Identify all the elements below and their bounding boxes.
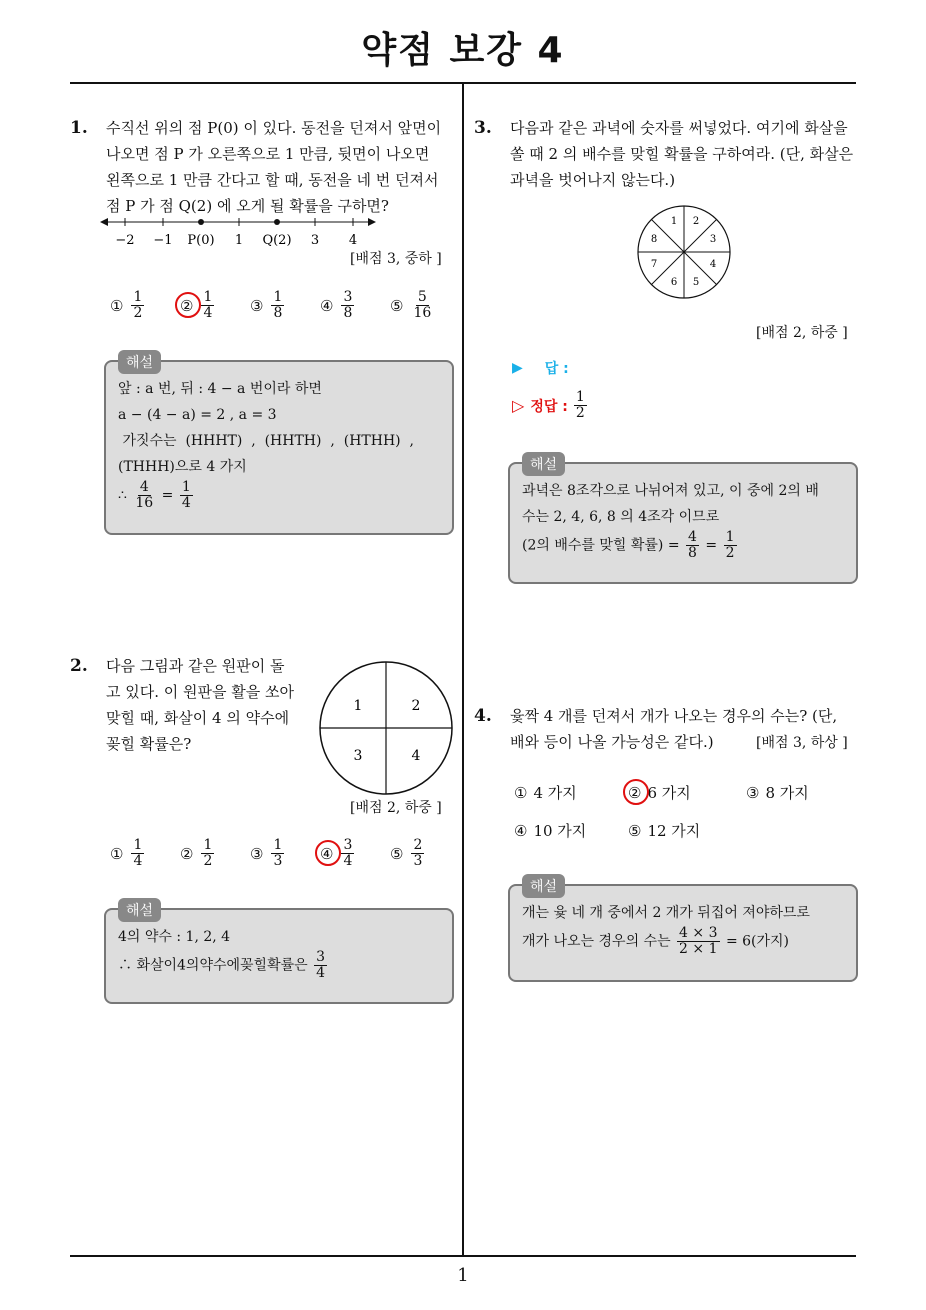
q1-text: [106, 115, 456, 219]
correct-label: 정답 :: [530, 398, 568, 415]
expl-line: 4의 약수 : 1, 2, 4: [118, 929, 231, 945]
choice-mark: ④: [320, 844, 334, 863]
expl-line: (THHH)으로 4 가지: [118, 459, 247, 475]
frac-num: 4 × 3: [679, 925, 718, 941]
q2-choice-1[interactable]: [110, 838, 146, 869]
selected-answer-mark: [315, 840, 341, 866]
therefore-sign: ∴: [118, 487, 127, 504]
choice-text: 12 가지: [647, 822, 701, 840]
choice-text: 10 가지: [533, 822, 587, 840]
q2-choice-2[interactable]: [180, 838, 216, 869]
frac-den: 2 × 1: [679, 941, 718, 957]
q1-number: 1.: [70, 118, 88, 138]
q2-number: 2.: [70, 656, 88, 676]
frac-den: 4: [203, 305, 213, 321]
choice-mark: ⑤: [628, 821, 642, 840]
choice-mark: ④: [320, 296, 334, 315]
answer-label: 답 :: [544, 361, 569, 377]
frac-den: 4: [181, 495, 191, 511]
explanation-tag: 해설: [118, 898, 161, 922]
q4-line: 윷짝 4 개를 던져서 개가 나오는 경우의 수는? (단,: [510, 707, 838, 725]
expl-text: 개가 나오는 경우의 수는: [522, 933, 671, 950]
q3-correct-row: [512, 390, 589, 421]
target-label: 3: [709, 234, 717, 245]
q2-score: [배점 2, 하중 ]: [350, 800, 442, 816]
frac-den: 4: [343, 853, 353, 869]
q2-line: 고 있다. 이 원판을 활을 쏘아: [106, 683, 294, 701]
frac-num: 3: [316, 949, 326, 965]
footer-rule: [70, 1255, 856, 1257]
q1-choice-3[interactable]: [250, 290, 286, 321]
q4-line: 배와 등이 나올 가능성은 같다.): [510, 733, 714, 751]
q1-choice-1[interactable]: [110, 290, 146, 321]
frac-num: 4: [139, 479, 149, 495]
choice-mark: ①: [110, 296, 124, 315]
frac-num: 1: [133, 289, 143, 305]
frac-num: 1: [273, 289, 283, 305]
choice-mark: ③: [250, 296, 264, 315]
frac-num: 4: [688, 529, 697, 545]
expl-text: ∴ 화살이4의약수에꽂힐확률은: [118, 957, 308, 974]
q2-text: [106, 653, 306, 757]
choice-mark: ①: [110, 844, 124, 863]
q1-tick-label: P(0): [187, 233, 215, 248]
play-icon: ▶: [512, 360, 523, 376]
q1-line: 나오면 점 P 가 오른쪽으로 1 만큼, 뒷면이 나오면: [106, 145, 430, 163]
column-divider: [462, 84, 464, 1257]
q3-answer-row: [512, 358, 569, 378]
expl-text: (2의 배수를 맞힐 확률) =: [522, 537, 680, 554]
choice-mark: ①: [514, 783, 528, 802]
q3-explanation-box: [508, 457, 858, 584]
choice-text: 8 가지: [765, 784, 809, 802]
q3-line: 쏠 때 2 의 배수를 맞힐 확률을 구하여라. (단, 화살은: [510, 145, 854, 163]
triangle-outline-icon: ▷: [512, 396, 525, 415]
q3-text: [510, 115, 860, 193]
q3-line: 다음과 같은 과녁에 숫자를 써넣었다. 여기에 화살을: [510, 119, 848, 137]
q1-tick-label: Q(2): [262, 233, 292, 248]
q1-explanation-box: [104, 355, 454, 535]
frac-den: 16: [135, 495, 154, 511]
frac-den: 4: [316, 965, 326, 981]
q4-choice-1[interactable]: [514, 782, 577, 803]
disk-label: 3: [353, 748, 363, 764]
frac-num: 1: [203, 289, 213, 305]
frac-num: 1: [725, 529, 735, 545]
selected-answer-mark: [175, 292, 201, 318]
frac-den: 8: [688, 545, 697, 561]
frac-den: 3: [273, 853, 283, 869]
q4-choice-3[interactable]: [746, 782, 809, 803]
target-label: 8: [650, 234, 658, 245]
expl-line: 앞 : a 번, 뒤 : 4 − a 번이라 하면: [118, 381, 322, 397]
expl-line: 과녁은 8조각으로 나뉘어져 있고, 이 중에 2의 배: [522, 483, 819, 499]
q1-choice-4[interactable]: [320, 290, 356, 321]
q1-line: 점 P 가 점 Q(2) 에 오게 될 확률을 구하면?: [106, 197, 389, 215]
q2-line: 꽂힐 확률은?: [106, 735, 192, 753]
q2-explanation-box: [104, 903, 454, 1004]
q1-tick-label: 3: [310, 233, 320, 248]
q4-choice-5[interactable]: [628, 820, 700, 841]
frac-num: 2: [413, 837, 423, 853]
page-number: 1: [457, 1265, 469, 1286]
q1-choice-5[interactable]: [390, 290, 435, 321]
frac-den: 2: [133, 305, 143, 321]
frac-den: 8: [273, 305, 283, 321]
q1-tick-label: 4: [348, 233, 358, 248]
equals-sign: =: [705, 537, 718, 554]
page-title: 약점 보강 4: [361, 30, 565, 71]
target-label: 1: [670, 216, 678, 227]
expl-line: [118, 950, 442, 981]
choice-mark: ⑤: [390, 844, 404, 863]
selected-answer-mark: [623, 779, 649, 805]
expl-line: 개는 윷 네 개 중에서 2 개가 뒤집어 져야하므로: [522, 905, 810, 921]
expl-text: = 6(가지): [725, 933, 790, 950]
expl-line: a − (4 − a) = 2 , a = 3: [118, 407, 277, 423]
expl-line: [522, 530, 846, 561]
choice-mark: ③: [250, 844, 264, 863]
q2-line: 맞힐 때, 화살이 4 의 약수에: [106, 709, 290, 727]
disk-label: 4: [411, 748, 421, 764]
q1-tick-label: 1: [234, 233, 244, 248]
frac-num: 3: [343, 837, 353, 853]
frac-num: 1: [575, 389, 585, 405]
frac-num: 1: [181, 479, 191, 495]
q4-choice-2[interactable]: [628, 782, 691, 803]
q2-choice-5[interactable]: [390, 838, 426, 869]
q2-choice-4[interactable]: [320, 838, 356, 869]
frac-den: 16: [413, 305, 432, 321]
q3-number: 3.: [474, 118, 492, 138]
q1-tick-label: −2: [115, 233, 135, 248]
choice-mark: ④: [514, 821, 528, 840]
q3-target: [636, 204, 732, 300]
explanation-tag: 해설: [522, 874, 565, 898]
target-label: 2: [692, 216, 700, 227]
choice-text: 4 가지: [533, 784, 577, 802]
q1-tick-label: −1: [153, 233, 173, 248]
q2-choice-3[interactable]: [250, 838, 286, 869]
choice-mark: ②: [180, 296, 194, 315]
frac-den: 2: [203, 853, 213, 869]
target-label: 5: [692, 277, 700, 288]
expl-line: [522, 926, 846, 957]
choice-mark: ②: [180, 844, 194, 863]
q1-choice-2[interactable]: [180, 290, 216, 321]
q3-line: 과녁을 벗어나지 않는다.): [510, 171, 676, 189]
q4-score: [배점 3, 하상 ]: [756, 735, 848, 751]
q3-score: [배점 2, 하중 ]: [756, 325, 848, 341]
choice-mark: ②: [628, 783, 642, 802]
frac-den: 8: [343, 305, 353, 321]
q1-line: 왼쪽으로 1 만큼 간다고 할 때, 동전을 네 번 던져서: [106, 171, 439, 189]
explanation-tag: 해설: [522, 452, 565, 476]
q4-choice-4[interactable]: [514, 820, 586, 841]
frac-den: 2: [725, 545, 735, 561]
choice-text: 6 가지: [647, 784, 691, 802]
frac-num: 1: [133, 837, 143, 853]
frac-num: 5: [417, 289, 427, 305]
frac-den: 4: [133, 853, 143, 869]
q2-disk: [318, 660, 454, 796]
explanation-tag: 해설: [118, 350, 161, 374]
frac-den: 2: [575, 405, 585, 421]
expl-line: [118, 480, 442, 511]
frac-num: 1: [203, 837, 213, 853]
q1-score: [배점 3, 중하 ]: [350, 251, 442, 267]
q4-number: 4.: [474, 706, 492, 726]
equals-sign: =: [161, 487, 174, 504]
q2-line: 다음 그림과 같은 원판이 돌: [106, 657, 285, 675]
disk-label: 2: [411, 698, 421, 714]
target-label: 6: [670, 277, 678, 288]
frac-den: 3: [413, 853, 423, 869]
disk-label: 1: [353, 698, 363, 714]
frac-num: 3: [343, 289, 353, 305]
q1-number-line: [100, 212, 380, 252]
frac-num: 1: [273, 837, 283, 853]
choice-mark: ⑤: [390, 296, 404, 315]
choice-mark: ③: [746, 783, 760, 802]
target-label: 7: [650, 259, 658, 270]
target-label: 4: [709, 259, 717, 270]
q4-explanation-box: [508, 879, 858, 982]
q1-line: 수직선 위의 점 P(0) 이 있다. 동전을 던져서 앞면이: [106, 119, 442, 137]
expl-line: 가짓수는 (HHHT) , (HHTH) , (HTHH) ,: [118, 433, 414, 449]
expl-line: 수는 2, 4, 6, 8 의 4조각 이므로: [522, 509, 720, 525]
